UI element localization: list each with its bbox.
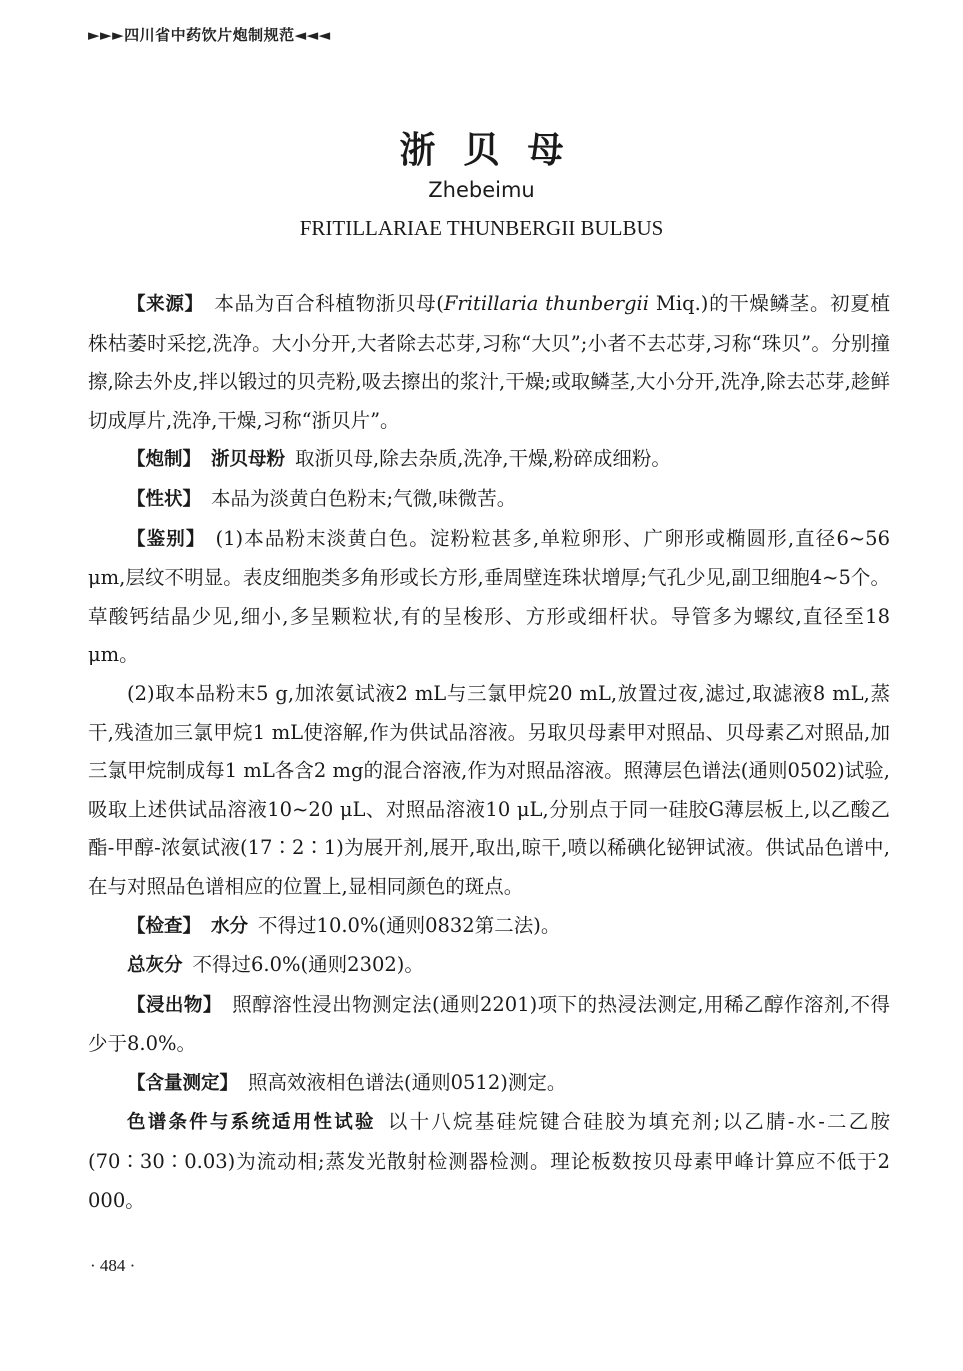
moisture-label: 水分 (211, 915, 249, 937)
characteristics-paragraph (88, 480, 890, 520)
monograph-body (88, 285, 890, 1220)
processing-text: 取浙贝母,除去杂质,洗净,干燥,粉碎成细粉。 (295, 447, 671, 471)
processing-label: 【炮制】 (127, 449, 202, 471)
characteristics-label: 【性状】 (127, 488, 202, 510)
page-title: 浙贝母 (399, 129, 592, 171)
latin-species-name: Fritillaria thunbergii (443, 292, 650, 315)
moisture-text: 不得过10.0%(通则0832第二法)。 (258, 913, 561, 937)
extract-label: 【浸出物】 (127, 994, 222, 1016)
inspection-label: 【检查】 (127, 915, 202, 937)
identification-item-1: (1)本品粉末淡黄白色。淀粉粒甚多,单粒卵形、广卵形或椭圆形,直径6~56 μm,层纹不明显。表皮细胞类多角形或长方形,垂周壁连珠状增厚;气孔少见,副卫细胞4~5个。草酸钙结晶少见,细小,多呈颗粒状,有的呈梭形、方形或细杆状。导管多为螺纹,直径至18 μm。 (88, 526, 890, 667)
ash-text: 不得过6.0%(通则2302)。 (192, 953, 424, 977)
source-text-b: Miq.)的干燥鳞茎。初夏植株枯萎时采挖,洗净。大小分开,大者除去芯芽,习称“大贝”;小者不去芯芽,习称“珠贝”。分别撞擦,除去外皮,拌以锻过的贝壳粉,吸去擦出的浆汁,干燥;或取鳞茎,大小分开,洗净,除去芯芽,趁鲜切成厚片,洗净,干燥,习称“浙贝片”。 (88, 292, 890, 432)
chromatography-paragraph (88, 1103, 890, 1220)
extract-paragraph (88, 986, 890, 1064)
ash-label: 总灰分 (127, 955, 183, 977)
processing-paragraph (88, 440, 890, 480)
title-pinyin: Zhebeimu (428, 178, 535, 202)
chromatography-text: 以十八烷基硅烷键合硅胶为填充剂;以乙腈-水-二乙胺(70∶30∶0.03)为流动相;蒸发光散射检测器检测。理论板数按贝母素甲峰计算应不低于2 000。 (88, 1110, 890, 1212)
source-label: 【来源】 (127, 294, 204, 315)
page-number: · 484 · (90, 1256, 136, 1275)
assay-label: 【含量测定】 (127, 1072, 239, 1094)
running-header: ►►►四川省中药饮片炮制规范◄◄◄ (88, 26, 331, 44)
extract-text: 照醇溶性浸出物测定法(通则2201)项下的热浸法测定,用稀乙醇作溶剂,不得少于8.0%。 (88, 992, 890, 1056)
identification-paragraph-2 (88, 675, 890, 907)
characteristics-text: 本品为淡黄白色粉末;气微,味微苦。 (211, 486, 517, 510)
chromatography-label: 色谱条件与系统适用性试验 (127, 1112, 376, 1134)
title-latin: FRITILLARIAE THUNBERGII BULBUS (299, 216, 664, 240)
processing-sub-label: 浙贝母粉 (211, 449, 286, 471)
identification-paragraph-1 (88, 520, 890, 675)
inspection-paragraph (88, 907, 890, 947)
assay-text: 照高效液相色谱法(通则0512)测定。 (248, 1070, 567, 1094)
identification-item-2: (2)取本品粉末5 g,加浓氨试液2 mL与三氯甲烷20 mL,放置过夜,滤过,取滤液8 mL,蒸干,残渣加三氯甲烷1 mL使溶解,作为供试品溶液。另取贝母素甲对照品、贝母素乙对照品,加三氯甲烷制成每1 mL各含2 mg的混合溶液,作为对照品溶液。照薄层色谱法(通则0502)试验,吸取上述供试品溶液10~20 μL、对照品溶液10 μL,分别点于同一硅胶G薄层板上,以乙酸乙酯-甲醇-浓氨试液(17∶2∶1)为展开剂,展开,取出,晾干,喷以稀碘化铋钾试液。供试品色谱中,在与对照品色谱相应的位置上,显相同颜色的斑点。 (88, 681, 890, 898)
source-text-a: 本品为百合科植物浙贝母( (213, 292, 444, 315)
assay-paragraph (88, 1064, 890, 1104)
ash-paragraph (88, 946, 890, 986)
identification-label: 【鉴别】 (127, 528, 206, 550)
source-paragraph (88, 285, 890, 440)
